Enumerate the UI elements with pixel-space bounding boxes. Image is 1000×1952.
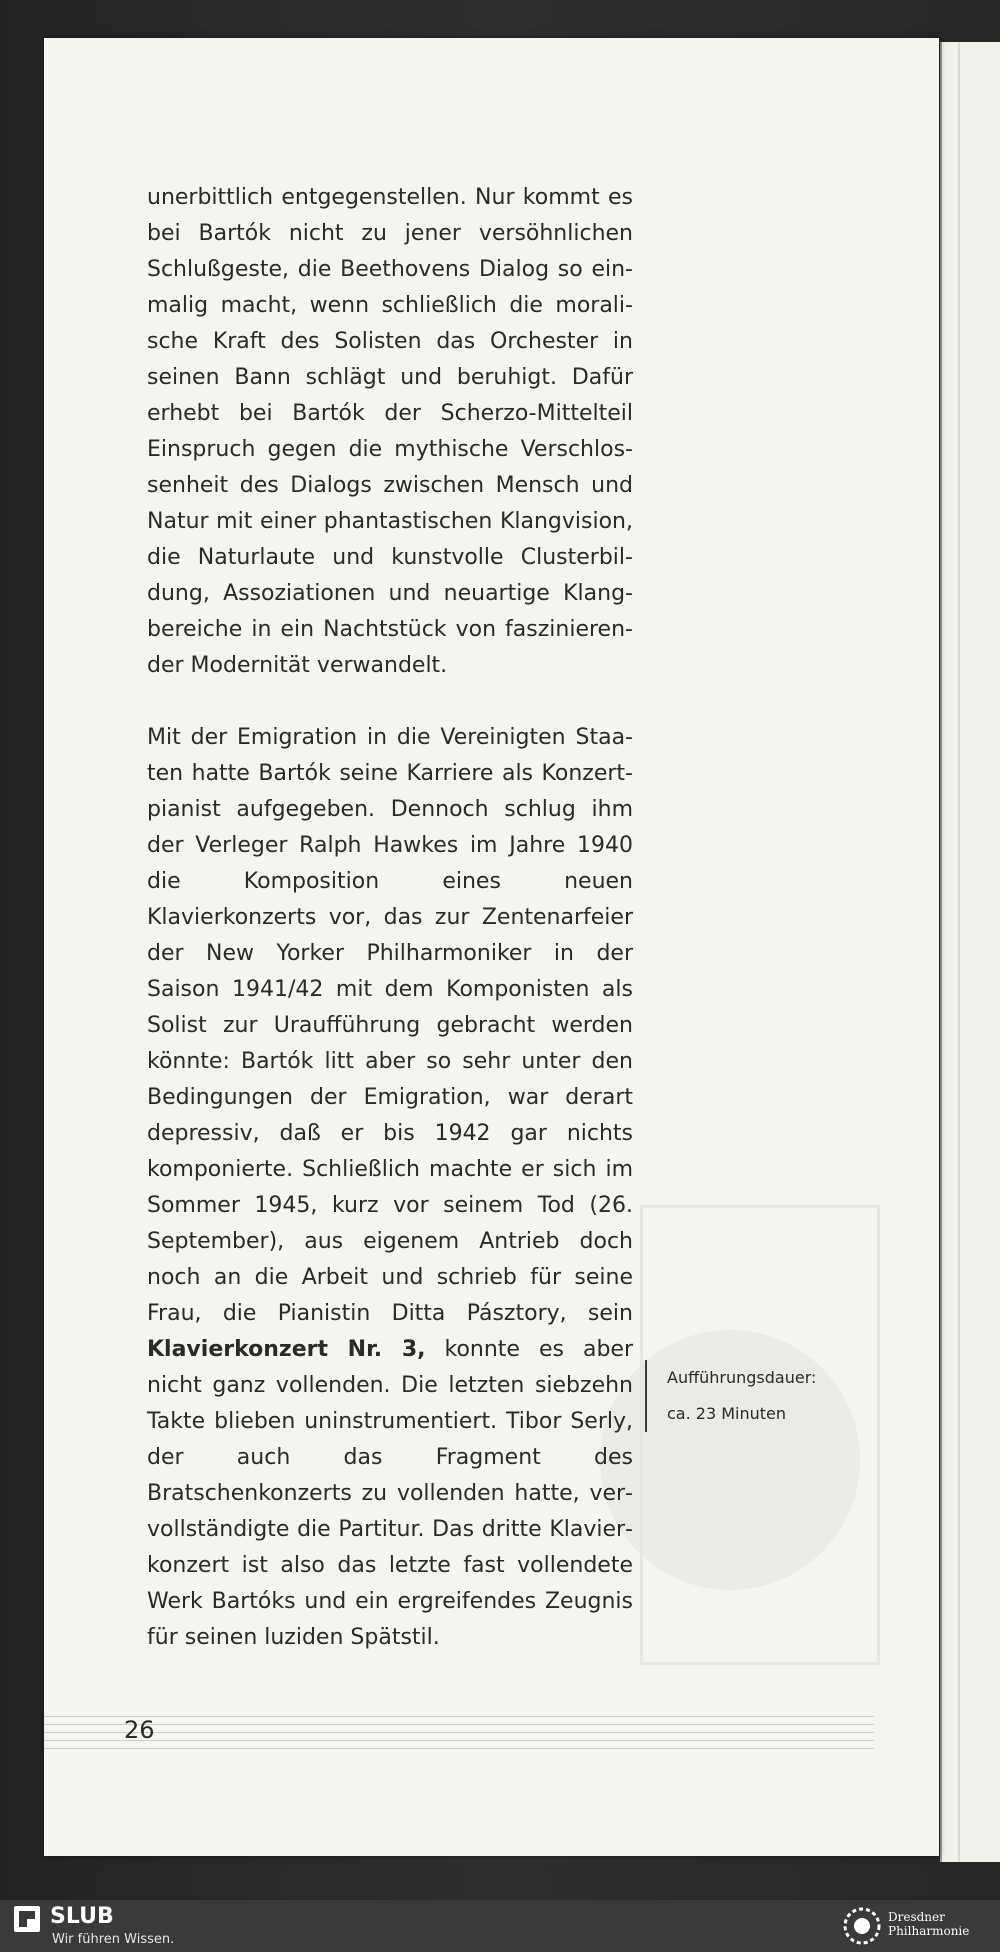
paragraph-1: unerbittlich entgegenstellen. Nur kommt es bei Bartók nicht zu jener versöhnlichen Schlußgeste, die Beethovens Dialog so einmalig macht, wenn schließlich die moralische Kraft des Solisten das Orchester in seinen Bann schlägt und beruhigt. Dafür erhebt bei Bartók der Scherzo-Mittelteil Einspruch gegen die mythische Verschlossenheit des Dialogs zwischen Mensch und Natur mit einer phantastischen Klangvision, die Naturlaute und kunstvolle Clusterbildung, Assoziationen und neuartige Klangbereiche in ein Nachtstück von faszinierender Modernität verwandelt. — [147, 185, 633, 678]
adjacent-page-edge — [940, 42, 1000, 1862]
duration-value: ca. 23 Minuten — [667, 1404, 787, 1423]
partner-line-2: Philharmonie — [888, 1924, 970, 1938]
rule-line — [44, 1724, 874, 1725]
slub-logo-icon — [14, 1906, 40, 1932]
paragraph-2-start: Mit der Emigration in die Vereinigten Staaten hatte Bartók seine Karriere als Konzertpianist aufgegeben. Dennoch schlug ihm der Verleger Ralph Hawkes im Jahre 1940 die Komposition eines neuen Klavierkonzerts vor, das zur Zentenarfeier der New Yorker Philharmoniker in der Saison 1941/42 mit dem Komponisten als Solist zur Uraufführung gebracht werden könnte: Bartók litt aber so sehr unter den Bedingungen der Emigration, war derart depressiv, daß er bis 1942 gar nichts komponierte. Schließlich machte er sich im Sommer 1945, kurz vor seinem Tod (26. September), aus eigenem Antrieb doch noch an die Arbeit und schrieb für seine Frau, die Pianistin Ditta Pásztory, sein — [147, 725, 633, 1326]
partner-name — [888, 1910, 969, 1938]
page-number: 26 — [124, 1716, 155, 1744]
duration-sidenote — [645, 1360, 816, 1432]
page-fold-line — [958, 42, 960, 1862]
rule-line — [44, 1740, 874, 1741]
footer-title[interactable]: SLUB — [50, 1904, 114, 1929]
rule-line — [44, 1748, 874, 1749]
rule-line — [44, 1732, 874, 1733]
philharmonie-logo-icon — [842, 1906, 882, 1946]
footer-tagline: Wir führen Wissen. — [52, 1932, 175, 1947]
duration-label: Aufführungsdauer: — [667, 1368, 817, 1387]
paragraph-2-end: konnte es aber nicht ganz vollenden. Die letzten siebzehn Takte blieben uninstrumentiert. Tibor Serly, der auch das Fragment des Bratschenkonzerts zu vollenden hatte, vervollständigte die Partitur. Das dritte Klavierkonzert ist also das letzte fast vollendete Werk Bartóks und ein ergreifendes Zeugnis für seinen luziden Spätstil. — [147, 1337, 634, 1650]
work-title: Klavierkonzert Nr. 3, — [147, 1337, 426, 1362]
partner-line-1: Dresdner — [888, 1910, 945, 1924]
paragraph-2 — [147, 720, 633, 1656]
footer-rules — [44, 1714, 874, 1758]
show-through-frame — [640, 1205, 880, 1665]
rule-line — [44, 1716, 874, 1717]
body-text — [147, 180, 633, 1656]
